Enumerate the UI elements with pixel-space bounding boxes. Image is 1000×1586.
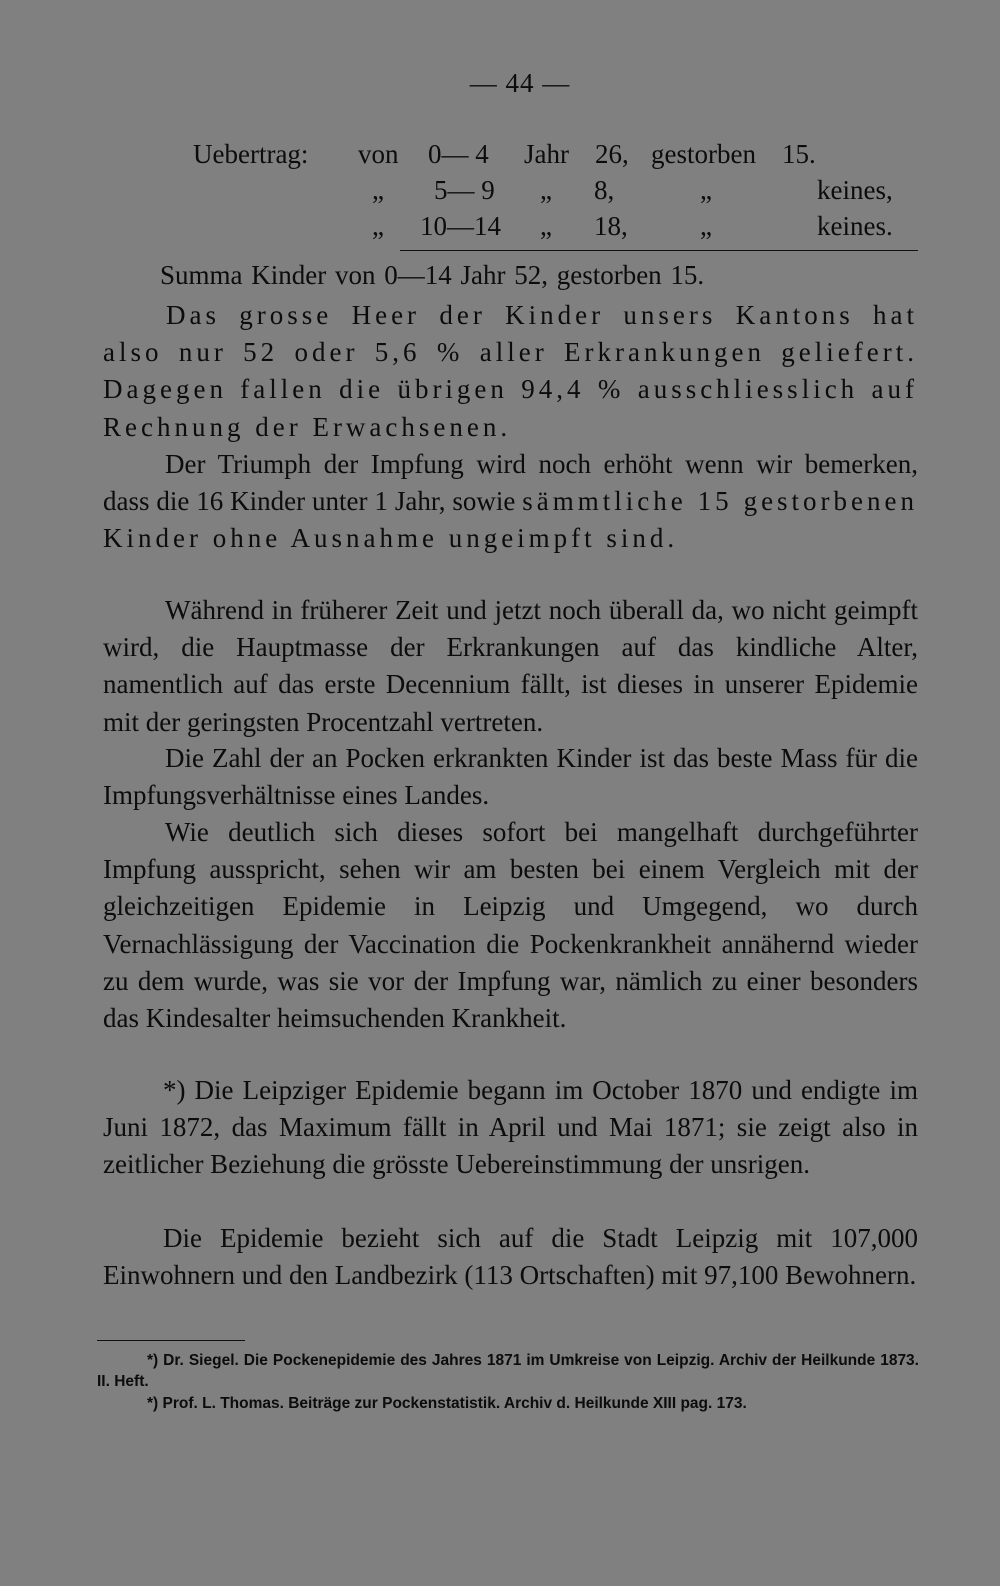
ditto-mark: „ — [372, 175, 384, 205]
paragraph — [103, 446, 918, 558]
table-died: keines, — [817, 175, 893, 205]
ditto-mark: „ — [700, 211, 712, 241]
sum-rule — [400, 250, 918, 251]
table-died: 15. — [782, 139, 816, 169]
paragraph-text: Das grosse Heer der Kinder unsers Kantons hat also nur 52 oder 5,6 % aller Erkrankungen geliefert. Dagegen fallen die übrigen 94,4 % ausschliesslich auf Rechnung der Erwachsenen. — [103, 300, 918, 442]
table-died-label: gestorben — [651, 139, 756, 169]
page-number: — 44 — — [469, 68, 571, 98]
table-age-range: 0— 4 — [428, 139, 489, 169]
paragraph: *) Die Leipziger Epidemie begann im October 1870 und endigte im Juni 1872, das Maximum fällt in April und Mai 1871; sie zeigt also in zeitlicher Beziehung die grösste Uebereinstimmung der unsrigen. — [103, 1075, 918, 1180]
paragraph: Die Epidemie bezieht sich auf die Stadt Leipzig mit 107,000 Einwohnern und den Landbezirk (113 Ortschaften) mit 97,100 Bewohnern. — [103, 1223, 918, 1291]
table-sum: Summa Kinder von 0—14 Jahr 52, gestorben 15. — [160, 260, 705, 290]
ditto-mark: „ — [540, 175, 552, 205]
table-prefix: Uebertrag: — [193, 139, 309, 169]
table-unit: Jahr — [524, 139, 569, 169]
table-age-range: 10—14 — [420, 211, 501, 241]
ditto-mark: „ — [700, 175, 712, 205]
paragraph: Während in früherer Zeit und jetzt noch überall da, wo nicht geimpft wird, die Hauptmasse der Erkrankungen auf das kindliche Alter, namentlich auf das erste Decennium fällt, ist dieses in unserer Epidemie mit der geringsten Procentzahl vertreten. — [103, 595, 918, 737]
table-age-range: 5— 9 — [434, 175, 495, 205]
paragraph: Wie deutlich sich dieses sofort bei mangelhaft durchgeführter Impfung ausspricht, sehen wir am besten bei einem Vergleich mit der gleichzeitigen Epidemie in Leipzig und Umgegend, wo durch Vernachlässigung der Vaccination die Pockenkrankheit annähernd wieder zu dem wurde, was sie vor der Impfung war, nämlich zu einer besonders das Kindesalter heimsuchenden Krankheit. — [103, 817, 918, 1034]
paragraph: Die Zahl der an Pocken erkrankten Kinder ist das beste Mass für die Impfungsverhältnisse eines Landes. — [103, 743, 918, 811]
paragraph-text: Der Triumph der Impfung wird noch erhöht wenn wir bemerken, dass die 16 Kinder unter 1 Jahr, sowie — [103, 449, 918, 517]
ditto-mark: „ — [372, 211, 384, 241]
paragraph-emphasis: sämmtliche 15 gestorbenen Kinder ohne Ausnahme ungeimpft sind. — [103, 486, 919, 554]
paragraph — [103, 297, 918, 446]
table-row — [0, 136, 1000, 172]
table-count: 18, — [594, 211, 628, 241]
footnote: *) Dr. Siegel. Die Pockenepidemie des Jahres 1871 im Umkreise von Leipzig. Archiv der Heilkunde 1873. II. Heft. — [97, 1352, 919, 1390]
table-row — [0, 208, 1000, 244]
table-von: von — [358, 139, 399, 169]
table-count: 26, — [595, 139, 629, 169]
footnote-rule — [97, 1340, 245, 1341]
footnote: *) Prof. L. Thomas. Beiträge zur Pockenstatistik. Archiv d. Heilkunde XIII pag. 173. — [147, 1395, 747, 1412]
table-count: 8, — [594, 175, 615, 205]
table-row — [0, 172, 1000, 208]
ditto-mark: „ — [540, 211, 552, 241]
table-died: keines. — [817, 211, 893, 241]
